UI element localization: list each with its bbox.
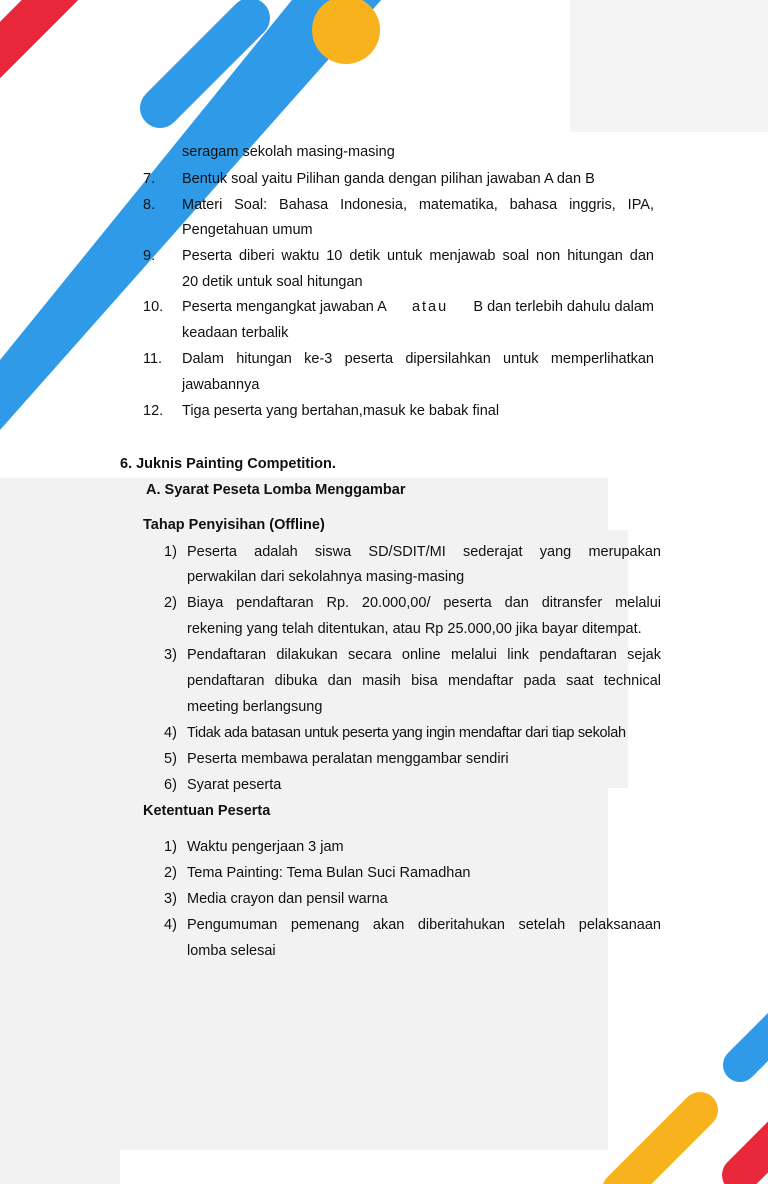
rule-item-4-line1: Pengumuman pemenang akan diberitahukan setelah pelaksanaan — [187, 917, 661, 933]
list-number-8: 8. — [143, 197, 156, 213]
list-item-9-line1: Peserta diberi waktu 10 detik untuk menjawab soal non hitungan dan — [182, 248, 654, 264]
list-item-10-atau: atau — [411, 299, 449, 315]
stage-item-6: Syarat peserta — [187, 777, 282, 793]
list-item-8-line1: Materi Soal: Bahasa Indonesia, matematika, bahasa inggris, IPA, — [182, 197, 654, 213]
list-item-11-line2: jawabannya — [182, 377, 260, 393]
list-number-10: 10. — [143, 299, 164, 315]
list-item-6-continuation: seragam sekolah masing-masing — [182, 144, 395, 160]
subsection-heading-a: A. Syarat Peseta Lomba Menggambar — [146, 482, 406, 498]
section-heading: 6. Juknis Painting Competition. — [120, 456, 336, 472]
stage-number-2: 2) — [164, 595, 177, 611]
list-item-8-line2: Pengetahuan umum — [182, 222, 313, 238]
stage-item-3-line3: meeting berlangsung — [187, 699, 323, 715]
rule-number-4: 4) — [164, 917, 177, 933]
rule-item-2: Tema Painting: Tema Bulan Suci Ramadhan — [187, 865, 471, 881]
list-number-12: 12. — [143, 403, 164, 419]
stage-item-2-line2: rekening yang telah ditentukan, atau Rp 25.000,00 jika bayar ditempat. — [187, 621, 642, 637]
rule-number-2: 2) — [164, 865, 177, 881]
list-item-9-line2: 20 detik untuk soal hitungan — [182, 274, 363, 290]
list-item-10-part-a: Peserta mengangkat jawaban A — [182, 299, 387, 315]
rule-number-1: 1) — [164, 839, 177, 855]
stage-number-5: 5) — [164, 751, 177, 767]
stage-number-4: 4) — [164, 725, 177, 741]
list-item-10-part-c: B dan terlebih dahulu dalam — [473, 299, 654, 315]
stage-item-5: Peserta membawa peralatan menggambar sendiri — [187, 751, 509, 767]
list-number-11: 11. — [143, 351, 163, 367]
stage-title: Tahap Penyisihan (Offline) — [143, 517, 325, 533]
list-item-10-line1 — [182, 298, 654, 316]
stage-number-6: 6) — [164, 777, 177, 793]
rule-item-1: Waktu pengerjaan 3 jam — [187, 839, 344, 855]
rule-number-3: 3) — [164, 891, 177, 907]
stage-number-3: 3) — [164, 647, 177, 663]
rule-item-4-line2: lomba selesai — [187, 943, 276, 959]
stage-item-1-line2: perwakilan dari sekolahnya masing-masing — [187, 569, 465, 585]
list-item-10-line2: keadaan terbalik — [182, 325, 289, 341]
rules-title: Ketentuan Peserta — [143, 803, 271, 819]
list-item-12: Tiga peserta yang bertahan,masuk ke babak final — [182, 403, 500, 419]
list-number-7: 7. — [143, 171, 156, 187]
rule-item-3: Media crayon dan pensil warna — [187, 891, 388, 907]
stage-item-1-line1: Peserta adalah siswa SD/SDIT/MI sederajat yang merupakan — [187, 544, 661, 560]
stage-item-3-line1: Pendaftaran dilakukan secara online melalui link pendaftaran sejak — [187, 647, 661, 663]
stage-item-3-line2: pendaftaran dibuka dan masih bisa mendaftar pada saat technical — [187, 673, 661, 689]
stage-item-4: Tidak ada batasan untuk peserta yang ingin mendaftar dari tiap sekolah — [187, 725, 626, 741]
list-item-7: Bentuk soal yaitu Pilihan ganda dengan pilihan jawaban A dan B — [182, 171, 595, 187]
list-item-11-line1: Dalam hitungan ke-3 peserta dipersilahkan untuk memperlihatkan — [182, 351, 654, 367]
list-number-9: 9. — [143, 248, 156, 264]
stage-number-1: 1) — [164, 544, 177, 560]
stage-item-2-line1: Biaya pendaftaran Rp. 20.000,00/ peserta dan ditransfer melalui — [187, 595, 661, 611]
